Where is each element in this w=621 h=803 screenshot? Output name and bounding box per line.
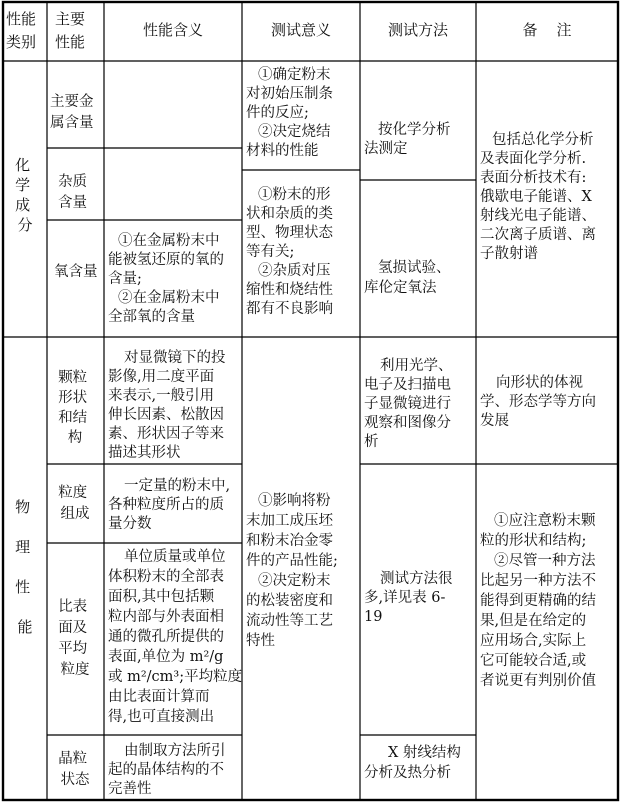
oxygen-meaning: ①在金属粉末中 能被氢还原的氧的 含量; ②在金属粉末中 全部氧的含量	[108, 233, 224, 325]
item-size-distribution: 粒度 组成	[58, 485, 90, 522]
size-meaning: 一定量的粉末中, 各种粒度所占的质 量分数	[108, 478, 231, 532]
significance-metal: ①确定粉末 对初始压制条 件的反应; ②决定烧结 材料的性能	[246, 67, 333, 159]
surface-meaning: 单位质量或单位 体积粉末的全部表 面积,其中包括颗 粒内部与外表面相 通的微孔所提供的 表面,单位为 m²/g 或 m²/cm³;平均粒度 由比表面计算而 得,也可直接测出	[108, 549, 243, 725]
item-grain-state: 晶粒 状态	[58, 751, 90, 788]
remark-size: ①应注意粉末颗 粒的形状和结构; ②尽管一种方法 比起另一种方法不 能得到更精确的结 果,但是在给定的 应用场合,实际上 它可能较合适,或 者说更有判别价值	[480, 513, 596, 689]
header-meaning: 性能含义	[142, 21, 204, 39]
shape-meaning: 对显微镜下的投 影像,用二度平面 来表示,一般引用 伸长因素、松散因 素、形状因子等来 描述其形状	[108, 350, 226, 461]
remark-shape: 向形状的体视 学、形态学等方向 发展	[480, 375, 596, 429]
method-size: 测试方法很 多,详见表 6- 19	[364, 571, 453, 625]
crystal-meaning: 由制取方法所引 起的晶体结构的不 完善性	[108, 743, 226, 797]
significance-physical: ①影响将粉 末加工成压坯 和粉末冶金零 件的产品性能; ②决定粉末 的松装密度和 流动性等工艺 特性	[246, 493, 338, 649]
header-significance: 测试意义	[270, 21, 332, 39]
header-method: 测试方法	[387, 21, 449, 39]
header-remark: 备 注	[522, 21, 572, 39]
method-oxygen: 氢损试验、 库伦定氧法	[364, 260, 451, 296]
remark-chemical: 包括总化学分析 及表面化学分析. 表面分析技术有: 俄歇电子能谱、X 射线光电子能谱、 二次离子质谱、离 子散射谱	[480, 132, 596, 262]
header-category: 性能 类别	[6, 10, 37, 51]
chemical-category: 化 学 成 分	[15, 156, 33, 234]
method-chemical-analysis: 按化学分析 法测定	[364, 122, 451, 157]
item-impurity-content: 杂质 含量	[58, 174, 87, 211]
item-metal-content: 主要金 属含量	[50, 94, 94, 131]
method-crystal: X 射线结构 分析及热分析	[364, 745, 461, 781]
header-main: 主要 性能	[55, 10, 86, 51]
method-shape: 利用光学、 电子及扫描电 子显微镜进行 观察和图像分 析	[364, 358, 453, 450]
item-particle-shape: 颗粒 形状 和结 构	[58, 370, 88, 446]
significance-impurity: ①粉末的形 状和杂质的类 型、物理状态 等有关; ②杂质对压 缩性和烧结性 都有不良影响	[246, 187, 333, 317]
item-surface-area: 比表 面及 平均 粒度	[58, 599, 90, 678]
physical-category: 物 理 性 能	[15, 498, 33, 636]
item-oxygen-content: 氧含量	[54, 264, 98, 280]
